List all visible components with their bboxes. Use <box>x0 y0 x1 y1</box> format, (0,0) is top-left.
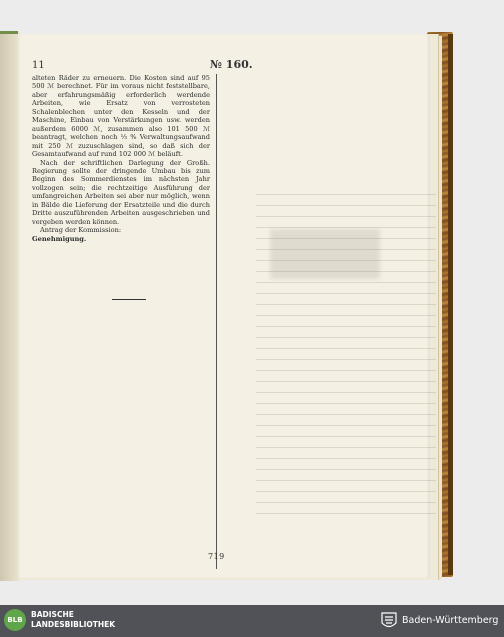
ribbon-marker <box>0 31 18 34</box>
document-page <box>20 34 430 578</box>
book-cover-shadow <box>448 34 453 575</box>
blb-logo-icon[interactable]: BLB <box>4 609 26 631</box>
page-header-number: 11 <box>32 60 45 71</box>
paragraph-approval: Genehmigung. <box>32 234 87 243</box>
page-folio: 719 <box>208 552 225 561</box>
blb-line1: BADISCHE <box>31 610 74 619</box>
section-end-rule <box>112 299 146 300</box>
bw-label[interactable]: Baden-Württemberg <box>402 615 499 626</box>
book-spine <box>0 32 20 581</box>
show-through-heading <box>270 229 380 279</box>
paragraph-government: Nach der schriftlichen Darlegung der Großh. Regierung sollte der dringende Umbau bis zum Beginn des Sommerdienstes im nächsten Jahr vollzogen sein; die rechtzeitige Ausführung der umfangreichen Arbeiten sei aber nur möglich, wenn in Bälde die Lieferung der Ersatzteile und die durch Dritte auszuführenden Arbeiten ausgeschrieben und vergeben werden können. <box>32 158 210 226</box>
body-text-column <box>32 74 210 243</box>
column-divider <box>216 74 217 569</box>
page-header-title: № 160. <box>210 58 253 71</box>
blb-line2: LANDESBIBLIOTHEK <box>31 620 116 629</box>
paragraph-costs: alteten Räder zu erneuern. Die Kosten sind auf 95 500 ℳ berechnet. Für im voraus nicht feststellbare, aber erfahrungsmäßig erforderlich werdende Arbeiten, wie Ersatz von verrosteten Schalenblechen unter den Kesseln und der Maschine, Einbau von Verstärkungen usw. werden außerdem 6000 ℳ, zusammen also 101 500 ℳ beantragt, welchen noch ⅓ % Verwaltungsaufwand mit 250 ℳ zuzuschlagen sind, so daß sich der Gesamtaufwand auf rund 102 000 ℳ beläuft. <box>32 74 210 159</box>
bw-lion-crest-icon[interactable] <box>380 611 398 631</box>
blb-logo-text[interactable] <box>31 610 115 630</box>
paragraph-motion: Antrag der Kommission: <box>40 226 122 235</box>
